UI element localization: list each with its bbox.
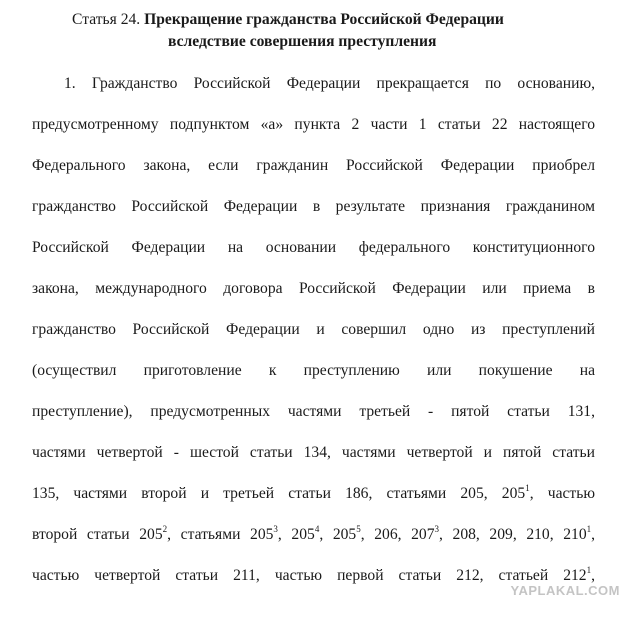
superscript: 4	[314, 523, 320, 534]
text-run: , 205	[319, 526, 357, 543]
paragraph-line: преступление), предусмотренных частями третьей - пятой статьи 131,	[32, 403, 595, 420]
site-watermark: YAPLAKAL.COM	[510, 583, 620, 598]
text-run: ,	[591, 526, 596, 543]
text-run: 135, частями второй и третьей статьи 186, статьями 205, 205	[32, 485, 526, 502]
paragraph-line: (осуществил приготовление к преступлению или покушение на	[32, 362, 595, 379]
superscript: 3	[273, 523, 278, 534]
paragraph-line	[32, 525, 595, 545]
paragraph-line: предусмотренному подпунктом «а» пункта 2 части 1 статьи 22 настоящего	[32, 116, 595, 133]
superscript: 1	[586, 523, 592, 534]
superscript: 1	[586, 564, 592, 575]
paragraph-line: частями четвертой - шестой статьи 134, частями четвертой и пятой статьи	[32, 444, 595, 461]
article-number: Статья 24.	[72, 11, 141, 28]
text-run: , статьями 205	[167, 526, 274, 543]
superscript: 3	[434, 523, 440, 534]
text-run: , частью	[529, 485, 595, 502]
paragraph-line: закона, международного договора Российской Федерации или приема в	[32, 280, 595, 297]
text-run: второй статьи 205	[32, 526, 163, 543]
paragraph-line	[32, 484, 595, 504]
paragraph-line: гражданство Российской Федерации в результате признания гражданином	[32, 198, 595, 215]
text-run: , 206, 207	[360, 526, 435, 543]
text-run: , 208, 209, 210, 210	[439, 526, 587, 543]
paragraph-line: Российской Федерации на основании федерального конституционного	[32, 239, 595, 256]
paragraph-line: Федерального закона, если гражданин Российской Федерации приобрел	[32, 157, 595, 174]
text-run: частью четвертой статьи 211, частью первой статьи 212, статьей 212	[32, 567, 587, 584]
superscript: 2	[162, 523, 168, 534]
article-title-continued: вследствие совершения преступления	[168, 33, 437, 50]
paragraph-line: гражданство Российской Федерации и совершил одно из преступлений	[32, 321, 595, 338]
text-run: ,	[591, 567, 595, 584]
superscript: 1	[525, 482, 530, 493]
article-title: Прекращение гражданства Российской Федерации	[144, 11, 504, 28]
text-run: , 205	[277, 526, 315, 543]
superscript: 5	[356, 523, 361, 534]
article-heading	[72, 10, 592, 30]
paragraph-line: 1. Гражданство Российской Федерации прекращается по основанию,	[64, 75, 595, 92]
